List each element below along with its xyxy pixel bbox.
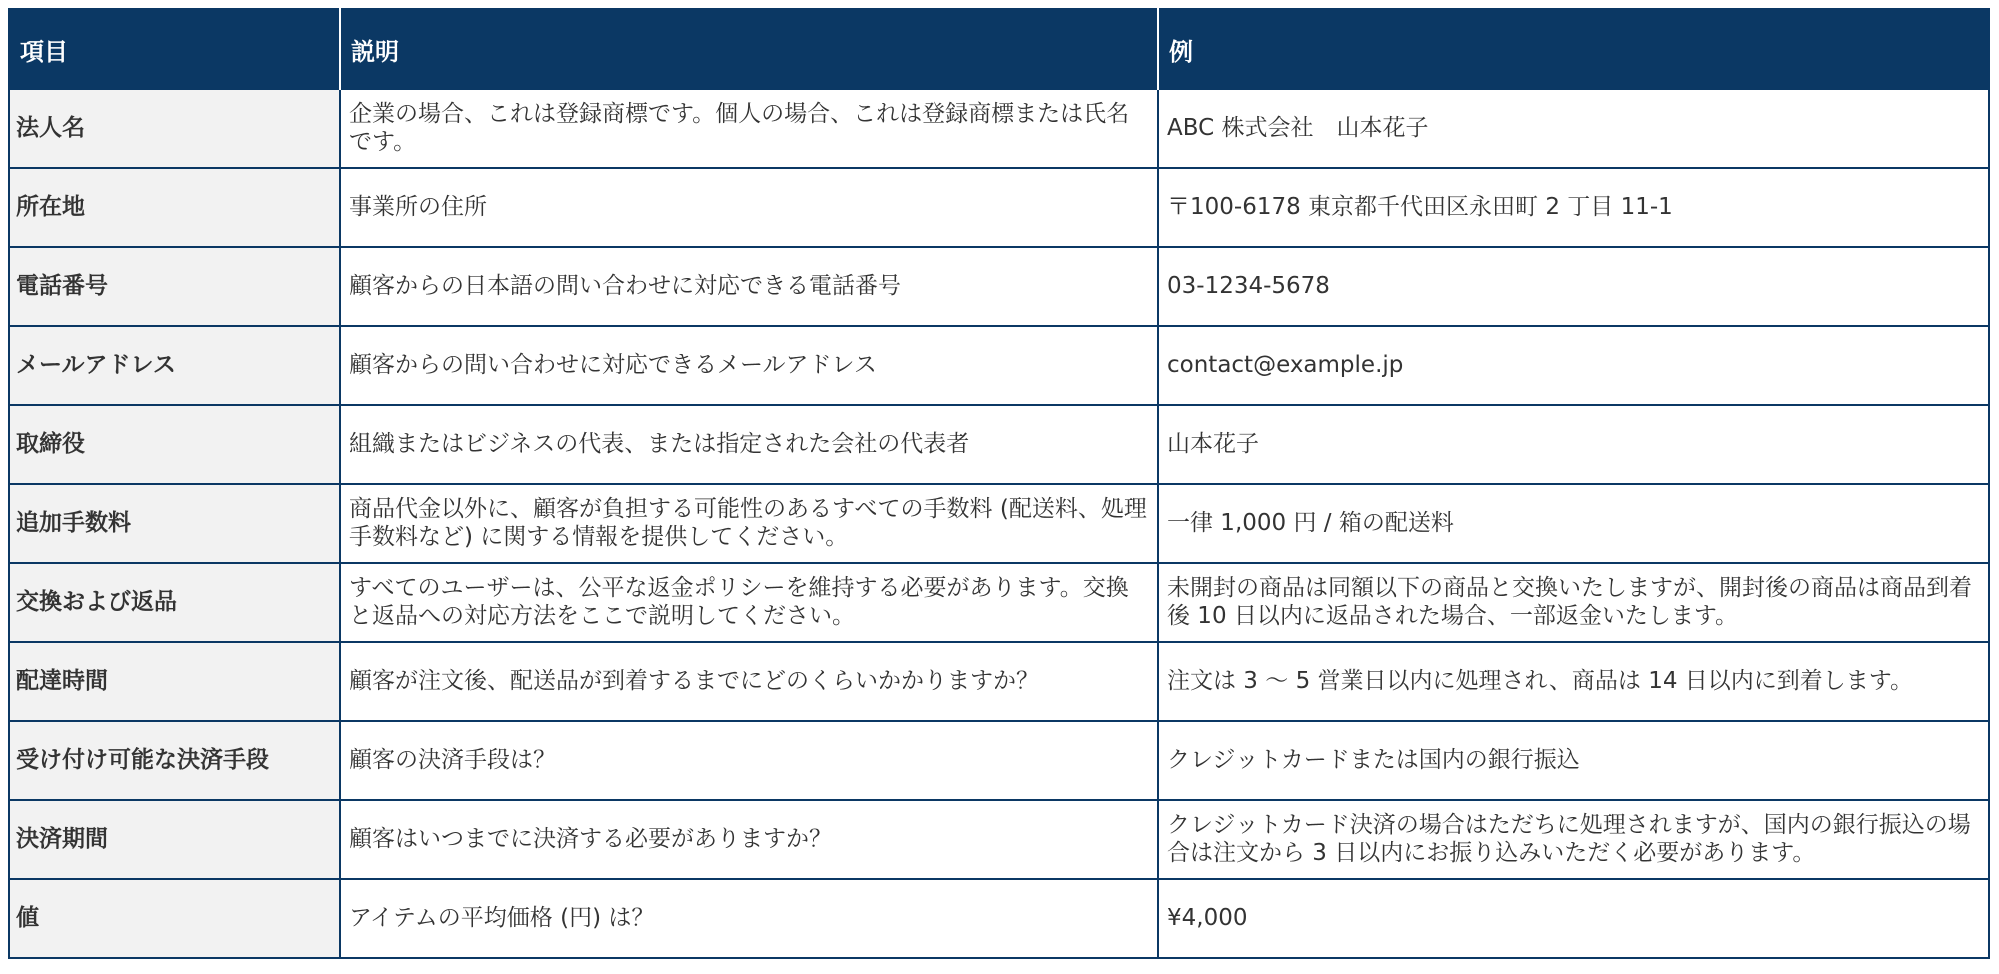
row-description: すべてのユーザーは、公平な返金ポリシーを維持する必要があります。交換と返品への対応方法をここで説明してください。 — [340, 563, 1158, 642]
row-example: ABC 株式会社 山本花子 — [1158, 89, 1989, 168]
row-description: 顧客が注文後、配送品が到着するまでにどのくらいかかりますか？ — [340, 642, 1158, 721]
header-item: 項目 — [9, 9, 340, 89]
row-label: 所在地 — [9, 168, 340, 247]
header-description: 説明 — [340, 9, 1158, 89]
table-row — [9, 247, 1989, 326]
row-example: クレジットカード決済の場合はただちに処理されますが、国内の銀行振込の場合は注文から 3 日以内にお振り込みいただく必要があります。 — [1158, 800, 1989, 879]
header-row — [9, 9, 1989, 89]
row-label: 受け付け可能な決済手段 — [9, 721, 340, 800]
row-example: 注文は 3 〜 5 営業日以内に処理され、商品は 14 日以内に到着します。 — [1158, 642, 1989, 721]
table-row — [9, 800, 1989, 879]
row-example: 山本花子 — [1158, 405, 1989, 484]
row-description: アイテムの平均価格 (円) は？ — [340, 879, 1158, 958]
row-example: contact@example.jp — [1158, 326, 1989, 405]
row-description: 企業の場合、これは登録商標です。個人の場合、これは登録商標または氏名です。 — [340, 89, 1158, 168]
table-row — [9, 721, 1989, 800]
table-header — [9, 9, 1989, 89]
row-description: 商品代金以外に、顧客が負担する可能性のあるすべての手数料 (配送料、処理手数料など) に関する情報を提供してください。 — [340, 484, 1158, 563]
table-row — [9, 642, 1989, 721]
row-example: 一律 1,000 円 / 箱の配送料 — [1158, 484, 1989, 563]
table-row — [9, 563, 1989, 642]
table-body — [9, 89, 1989, 958]
table-row — [9, 879, 1989, 958]
info-table-container — [8, 8, 1988, 959]
row-label: メールアドレス — [9, 326, 340, 405]
row-description: 事業所の住所 — [340, 168, 1158, 247]
header-example: 例 — [1158, 9, 1989, 89]
table-row — [9, 326, 1989, 405]
row-description: 顧客の決済手段は？ — [340, 721, 1158, 800]
row-label: 配達時間 — [9, 642, 340, 721]
row-label: 追加手数料 — [9, 484, 340, 563]
table-row — [9, 405, 1989, 484]
row-label: 決済期間 — [9, 800, 340, 879]
row-example: クレジットカードまたは国内の銀行振込 — [1158, 721, 1989, 800]
table-row — [9, 89, 1989, 168]
row-example: 〒100-6178 東京都千代田区永田町 2 丁目 11-1 — [1158, 168, 1989, 247]
row-label: 値 — [9, 879, 340, 958]
row-description: 顧客からの日本語の問い合わせに対応できる電話番号 — [340, 247, 1158, 326]
row-label: 電話番号 — [9, 247, 340, 326]
row-label: 交換および返品 — [9, 563, 340, 642]
row-example: 03-1234-5678 — [1158, 247, 1989, 326]
table-row — [9, 484, 1989, 563]
row-example: 未開封の商品は同額以下の商品と交換いたしますが、開封後の商品は商品到着後 10 日以内に返品された場合、一部返金いたします。 — [1158, 563, 1989, 642]
row-description: 顧客からの問い合わせに対応できるメールアドレス — [340, 326, 1158, 405]
row-label: 取締役 — [9, 405, 340, 484]
row-label: 法人名 — [9, 89, 340, 168]
business-info-table — [8, 8, 1990, 959]
table-row — [9, 168, 1989, 247]
row-description: 顧客はいつまでに決済する必要がありますか？ — [340, 800, 1158, 879]
row-description: 組織またはビジネスの代表、または指定された会社の代表者 — [340, 405, 1158, 484]
row-example: ¥4,000 — [1158, 879, 1989, 958]
